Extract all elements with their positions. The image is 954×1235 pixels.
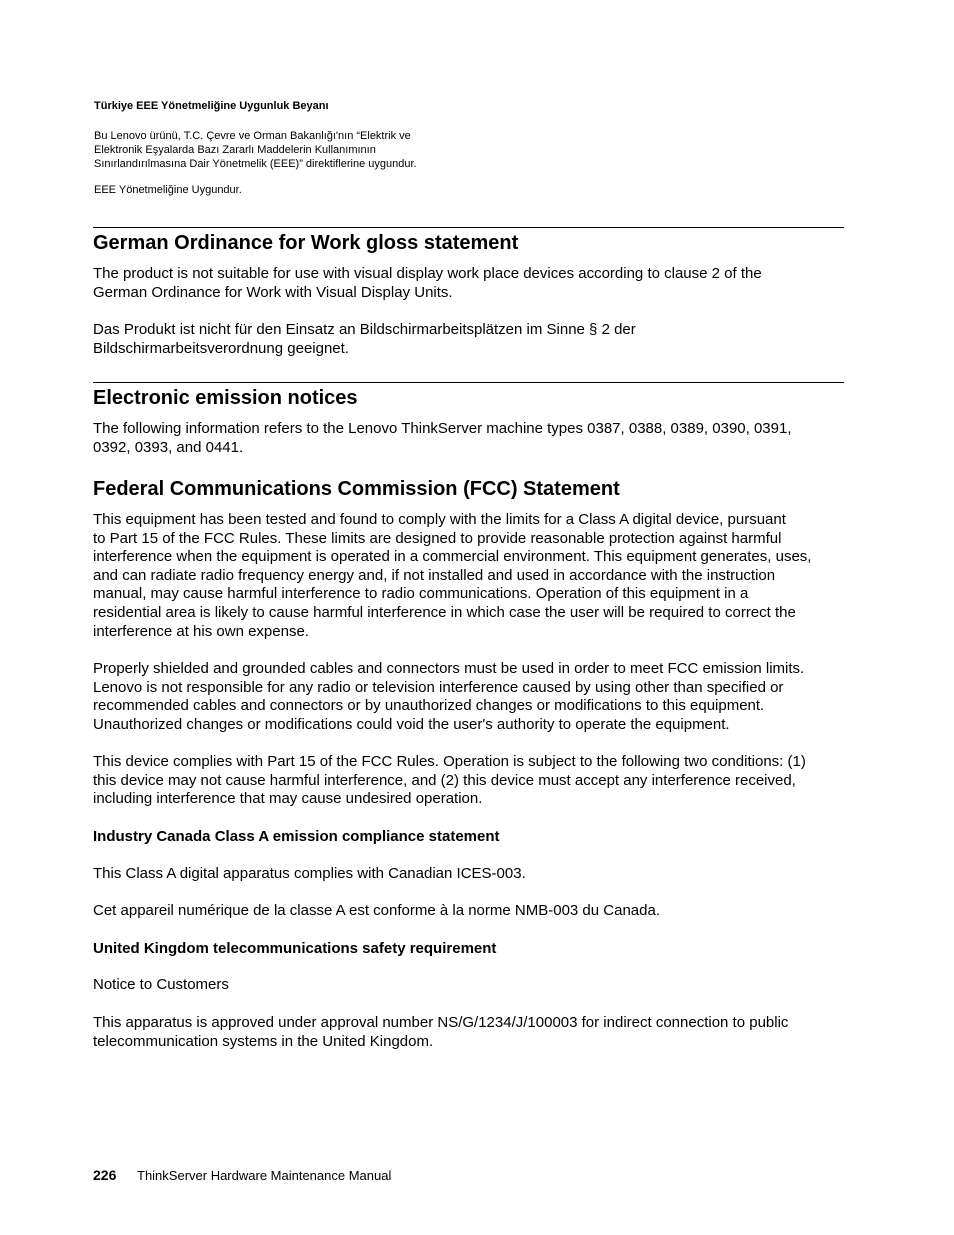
paragraph-line: residential area is likely to cause harmful interference in which case the user will be required to correct the [93, 603, 796, 621]
fcc-paragraph-1 [93, 511, 845, 641]
paragraph-line: German Ordinance for Work with Visual Display Units. [93, 283, 453, 301]
manual-title: ThinkServer Hardware Maintenance Manual [137, 1168, 392, 1183]
paragraph-line: Unauthorized changes or modifications could void the user's authority to operate the equipment. [93, 715, 730, 733]
uk-approval-paragraph [93, 1014, 845, 1051]
paragraph-line: interference at his own expense. [93, 622, 309, 640]
section-divider [93, 382, 844, 383]
paragraph-line: The product is not suitable for use with visual display work place devices according to clause 2 of the [93, 265, 762, 282]
paragraph-line: The following information refers to the Lenovo ThinkServer machine types 0387, 0388, 0389, 0390, 0391, [93, 420, 792, 437]
paragraph-line: telecommunication systems in the United Kingdom. [93, 1032, 434, 1050]
emission-notices-heading: Electronic emission notices [93, 387, 358, 409]
paragraph-line: This Class A digital apparatus complies with Canadian ICES-003. [93, 865, 526, 882]
german-ordinance-heading: German Ordinance for Work gloss statement [93, 232, 519, 254]
paragraph-line: Cet appareil numérique de la classe A est conforme à la norme NMB-003 du Canada. [93, 902, 660, 919]
paragraph-line: This equipment has been tested and found to comply with the limits for a Class A digital device, pursuant [93, 511, 786, 528]
paragraph-line: interference when the equipment is operated in a commercial environment. This equipment generates, uses, [93, 548, 812, 566]
section-divider [93, 227, 844, 228]
paragraph-line: Lenovo is not responsible for any radio or television interference caused by using other than specified or [93, 678, 784, 696]
fcc-paragraph-3 [93, 753, 845, 809]
paragraph-line: Sınırlandırılmasına Dair Yönetmelik (EEE)” direktiflerine uygundur. [94, 158, 417, 170]
turkish-compliance-title: Türkiye EEE Yönetmeliğine Uygunluk Beyanı [94, 100, 329, 112]
fcc-paragraph-2 [93, 660, 845, 734]
paragraph-line: manual, may cause harmful interference to radio communications. Operation of this equipment in a [93, 585, 749, 603]
paragraph-line: to Part 15 of the FCC Rules. These limits are designed to provide reasonable protection against harmful [93, 529, 782, 547]
paragraph-line: Bildschirmarbeitsverordnung geeignet. [93, 339, 349, 357]
german-ordinance-paragraph-german [93, 321, 845, 358]
paragraph-line: 0392, 0393, and 0441. [93, 438, 244, 456]
fcc-statement-heading: Federal Communications Commission (FCC) Statement [93, 478, 620, 500]
turkish-compliance-paragraph [94, 129, 494, 171]
german-ordinance-paragraph-english [93, 265, 845, 302]
paragraph-line: Das Produkt ist nicht für den Einsatz an Bildschirmarbeitsplätzen im Sinne § 2 der [93, 321, 636, 338]
paragraph-line: This device complies with Part 15 of the FCC Rules. Operation is subject to the following two conditions: (1) [93, 753, 806, 770]
uk-notice-to-customers [93, 976, 845, 995]
page-number: 226 [93, 1167, 117, 1183]
emission-notices-paragraph [93, 420, 845, 457]
paragraph-line: recommended cables and connectors or by unauthorized changes or modifications to this equipment. [93, 697, 765, 715]
industry-canada-paragraph-english [93, 865, 845, 884]
industry-canada-paragraph-french [93, 902, 845, 921]
paragraph-line: Properly shielded and grounded cables and connectors must be used in order to meet FCC emission limits. [93, 660, 805, 677]
paragraph-line: Elektronik Eşyalarda Bazı Zararlı Maddelerin Kullanımının [94, 144, 376, 156]
turkish-compliance-statement: EEE Yönetmeliğine Uygundur. [94, 184, 242, 196]
paragraph-line: Notice to Customers [93, 976, 229, 993]
paragraph-line: this device may not cause harmful interference, and (2) this device must accept any interference received, [93, 771, 796, 789]
uk-telecom-heading: United Kingdom telecommunications safety requirement [93, 940, 497, 957]
paragraph-line: including interference that may cause undesired operation. [93, 790, 483, 808]
paragraph-line: and can radiate radio frequency energy and, if not installed and used in accordance with the instruction [93, 566, 776, 584]
paragraph-line: This apparatus is approved under approval number NS/G/1234/J/100003 for indirect connection to public [93, 1014, 789, 1031]
paragraph-line: Bu Lenovo ürünü, T.C. Çevre ve Orman Bakanlığı'nın “Elektrik ve [94, 130, 411, 142]
industry-canada-heading: Industry Canada Class A emission compliance statement [93, 828, 500, 845]
